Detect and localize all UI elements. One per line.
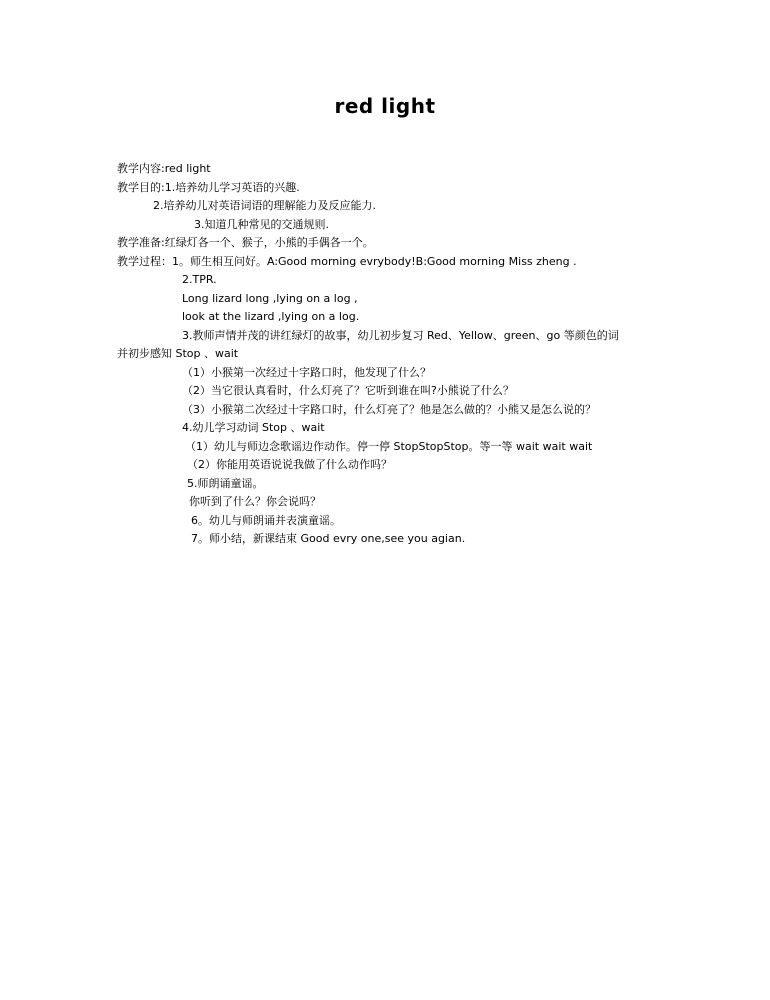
step-5-question: 你听到了什么？你会说吗？	[189, 495, 321, 508]
step-4-item-2: （2）你能用英语说说我做了什么动作吗？	[187, 458, 392, 471]
chant-line-1: Long lizard long ,lying on a log ,	[182, 291, 358, 305]
goal-line: 教学目的:1.培养幼儿学习英语的兴趣.	[117, 180, 300, 194]
preparation-line: 教学准备:红绿灯各一个、猴子，小熊的手偶各一个。	[117, 236, 374, 249]
process-step-2: 2.TPR.	[182, 273, 217, 286]
process-line: 教学过程：1。师生相互问好。A:Good morning evrybody!B:Good morning Miss zheng .	[117, 254, 577, 268]
goal-item-3: 3.知道几种常见的交通规则.	[194, 217, 329, 231]
goal-item-2: 2.培养幼儿对英语词语的理解能力及反应能力.	[153, 199, 376, 212]
page-title: red light	[334, 94, 436, 118]
step-4-item-1: （1）幼儿与师边念歌谣边作动作。停一停 StopStopStop。等一等 wait wait wait	[185, 439, 593, 453]
chant-line-2: look at the lizard ,lying on a log.	[182, 310, 360, 323]
document-body	[117, 160, 657, 549]
question-3: （3）小猴第二次经过十字路口时，什么灯亮了？他是怎么做的？小熊又是怎么说的？	[182, 402, 596, 416]
process-step-6: 6。幼儿与师朗诵并表演童谣。	[191, 513, 341, 527]
question-1: （1）小猴第一次经过十字路口时，他发现了什么？	[182, 365, 431, 379]
process-step-7: 7。师小结，新课结束 Good evry one,see you agian.	[191, 532, 466, 545]
process-step-3: 3.教师声情并茂的讲红绿灯的故事，幼儿初步复习 Red、Yellow、green、go 等颜色的词	[182, 328, 619, 342]
process-step-3-cont: 并初步感知 Stop 、wait	[117, 347, 239, 360]
process-step-5: 5.师朗诵童谣。	[187, 476, 264, 490]
content-line: 教学内容:red light	[117, 162, 211, 175]
process-step-4: 4.幼儿学习动词 Stop 、wait	[182, 421, 325, 434]
question-2: （2）当它很认真看时，什么灯亮了？它听到谁在叫?小熊说了什么？	[182, 384, 514, 397]
